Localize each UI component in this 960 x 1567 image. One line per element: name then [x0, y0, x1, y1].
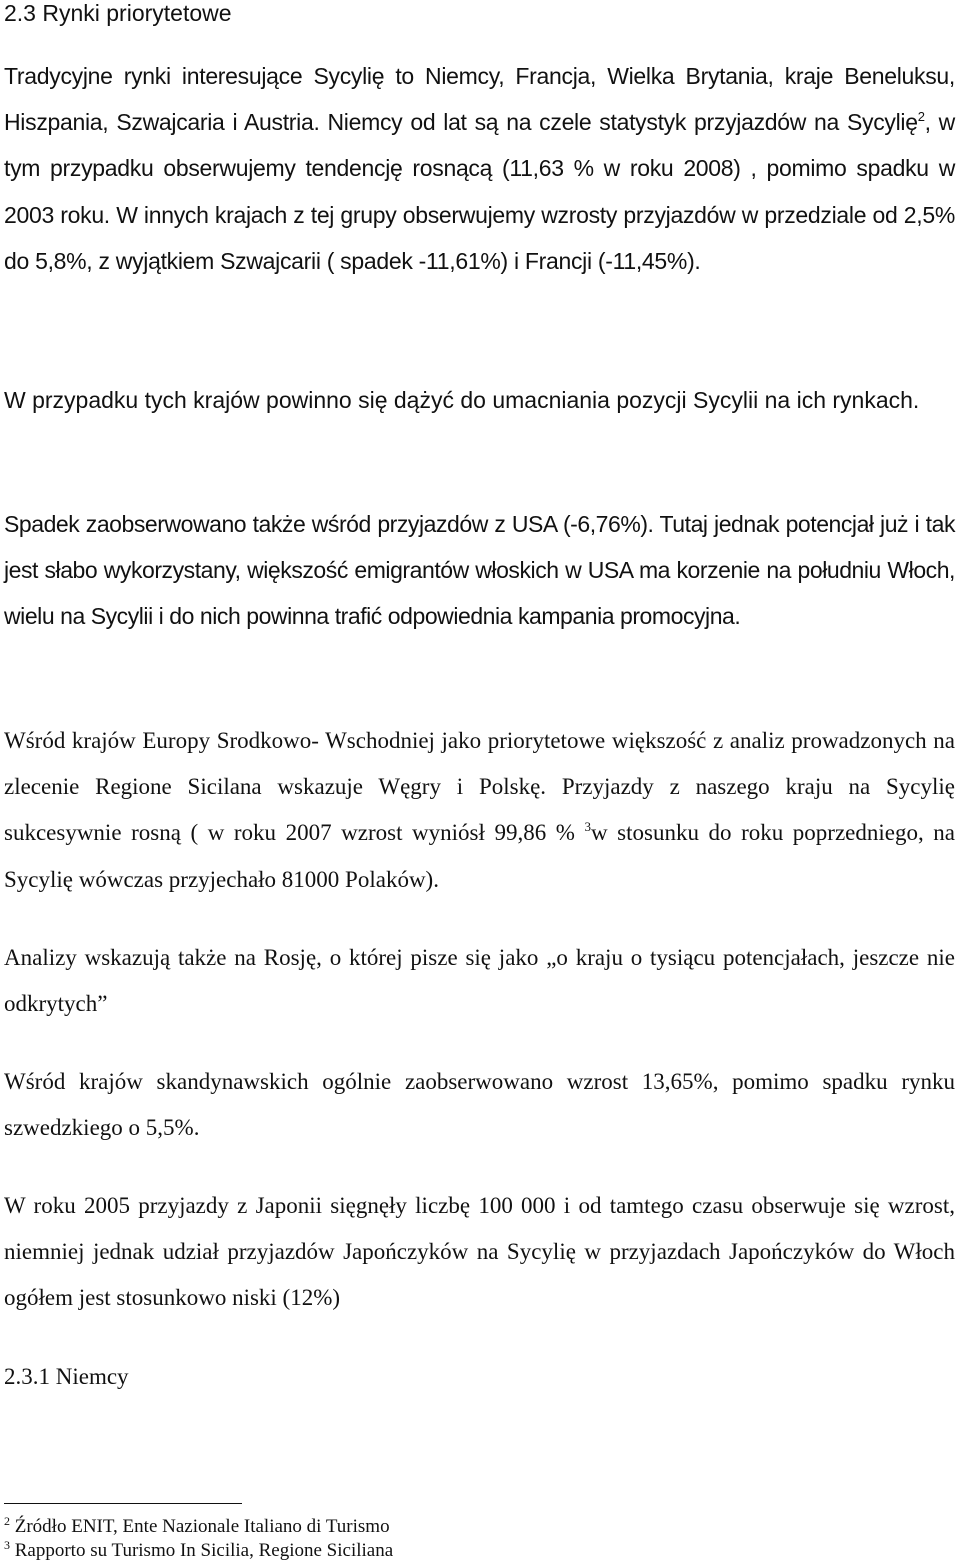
- section-title: 2.3 Rynki priorytetowe: [4, 0, 232, 26]
- paragraph-scandinavia: Wśród krajów skandynawskich ogólnie zaobserwowano wzrost 13,65%, pomimo spadku rynku szwedzkiego o 5,5%.: [4, 1069, 955, 1141]
- paragraph-central-eastern-europe: [4, 718, 955, 903]
- paragraph-text: w stosunku do roku poprzedniego, na Sycylię wówczas przyjechało 81000 Polaków).: [4, 820, 955, 892]
- footnote-separator: [4, 1503, 242, 1504]
- footnote-number: 3: [4, 1538, 10, 1552]
- footnote-2: [4, 1515, 390, 1539]
- paragraph-text: Wśród krajów Europy Srodkowo- Wschodniej jako priorytetowe większość z analiz prowadzonych na zlecenie Regione Sicilana wskazuje Węgry i Polskę. Przyjazdy z naszego kraju na Sycylię sukcesywnie rosną ( w roku 2007 wzrost wyniósł 99,86 %: [4, 728, 955, 846]
- footnote-ref: 2: [917, 109, 925, 125]
- footnote-3: [4, 1539, 393, 1563]
- footnote-ref: 3: [584, 819, 591, 835]
- footnote-text: Źródło ENIT, Ente Nazionale Italiano di Turismo: [14, 1516, 390, 1537]
- footnote-number: 2: [4, 1514, 10, 1528]
- paragraph-text: , w tym przypadku obserwujemy tendencję rosnącą (11,63 % w roku 2008) , pomimo spadku w 2003 roku. W innych krajach z tej grupy obserwujemy wzrosty przyjazdów w przedziale od 2,5% do 5,8%, z wyjątkiem Szwajcarii ( spadek -11,61%) i Francji (-11,45%).: [4, 109, 955, 274]
- paragraph-japan: W roku 2005 przyjazdy z Japonii sięgnęły liczbę 100 000 i od tamtego czasu obserwuje się wzrost, niemniej jednak udział przyjazdów Japończyków na Sycylię w przyjazdach Japończyków do Włoch ogółem jest stosunkowo niski (12%): [4, 1193, 955, 1311]
- paragraph-usa: Spadek zaobserwowano także wśród przyjazdów z USA (-6,76%). Tutaj jednak potencjał już i tak jest słabo wykorzystany, większość emigrantów włoskich w USA ma korzenie na południu Włoch, wielu na Sycylii i do nich powinna trafić odpowiednia kampania promocyjna.: [4, 511, 955, 630]
- footnote-text: Rapporto su Turismo In Sicilia, Regione Siciliana: [14, 1540, 394, 1561]
- paragraph-traditional-markets: [4, 53, 955, 284]
- paragraph-text: Tradycyjne rynki interesujące Sycylię to Niemcy, Francja, Wielka Brytania, kraje Beneluksu, Hiszpania, Szwajcaria i Austria. Niemcy od lat są na czele statystyk przyjazdów na Sycylię: [4, 63, 955, 136]
- paragraph-recommendation: W przypadku tych krajów powinno się dążyć do umacniania pozycji Sycylii na ich rynkach.: [4, 387, 920, 413]
- paragraph-russia: Analizy wskazują także na Rosję, o której pisze się jako „o kraju o tysiącu potencjałach, jeszcze nie odkrytych”: [4, 945, 955, 1017]
- subsection-title: 2.3.1 Niemcy: [4, 1364, 129, 1389]
